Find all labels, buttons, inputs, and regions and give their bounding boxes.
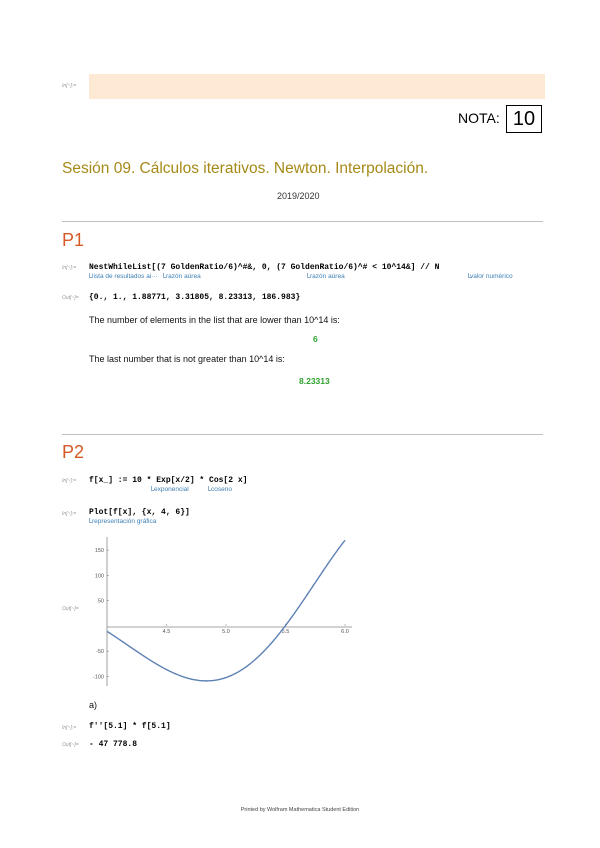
input-label: In[~]:= (62, 511, 77, 517)
question-count: The number of elements in the list that are lower than 10^14 is: (89, 315, 340, 325)
plot-chart[interactable] (85, 534, 360, 689)
input-label: In[~]:= (62, 478, 77, 484)
input-label: In[~]:= (62, 265, 77, 271)
y-tick-label: 50 (97, 598, 104, 605)
grade-label: NOTA: (458, 110, 500, 126)
hint-list: lista de resultados ai··· (92, 273, 158, 280)
input-label: In[~]:= (62, 83, 77, 89)
x-tick-label: 6.0 (341, 628, 349, 635)
function-definition[interactable]: f[x_] := 10 * Exp[x/2] * Cos[2 x] (89, 476, 248, 485)
y-tick-label: -100 (92, 674, 104, 681)
x-tick-label: 5.0 (222, 628, 230, 635)
y-tick-label: 150 (94, 548, 104, 555)
empty-input-cell[interactable] (89, 74, 545, 99)
calc-output: - 47 778.8 (89, 740, 138, 749)
input-label: In[~]:= (62, 725, 77, 731)
hint-golden-ratio-1: razón aúrea (166, 273, 201, 280)
hint-numeric: valor numérico (470, 273, 513, 280)
x-tick-label: 5.5 (281, 628, 290, 635)
hint-golden-ratio-2: razón aúrea (310, 273, 345, 280)
y-tick-label: 100 (94, 573, 104, 580)
x-tick-label: 4.5 (162, 628, 171, 635)
section-heading-p1: P1 (62, 230, 85, 250)
answer-count: 6 (313, 334, 318, 344)
grade-value: 10 (512, 108, 536, 130)
output-label: Out[~]= (62, 742, 79, 748)
section-heading-p2: P2 (62, 442, 85, 462)
nestwhilelist-input[interactable]: NestWhileList[(7 GoldenRatio/6)^#&, 0, (7 GoldenRatio/6)^# < 10^14&] // N (89, 263, 440, 272)
question-last: The last number that is not greater than 10^14 is: (89, 354, 285, 364)
page-title: Sesión 09. Cálculos iterativos. Newton. Interpolación. (62, 160, 429, 177)
output-label: Out[~]= (62, 295, 79, 301)
hint-cosine: coseno (211, 486, 232, 493)
y-tick-label: -50 (96, 649, 104, 656)
nestwhilelist-output: {0., 1., 1.88771, 3.31805, 8.23313, 186.983} (89, 293, 301, 302)
grade-box[interactable] (506, 105, 542, 133)
calc-input[interactable]: f''[5.1] * f[5.1] (89, 722, 171, 731)
footer-note: Printed by Wolfram Mathematica Student Edition (240, 807, 360, 813)
divider-1 (62, 221, 543, 222)
part-label: a) (89, 700, 98, 710)
output-label: Out[~]= (62, 606, 79, 612)
function-curve (107, 540, 345, 681)
academic-year: 2019/2020 (277, 191, 320, 201)
answer-last: 8.23313 (299, 376, 330, 386)
hint-exponential: exponencial (154, 486, 189, 493)
hint-plot: representación gráfica (92, 518, 157, 525)
plot-input[interactable]: Plot[f[x], {x, 4, 6}] (89, 508, 190, 517)
divider-2 (62, 434, 543, 435)
